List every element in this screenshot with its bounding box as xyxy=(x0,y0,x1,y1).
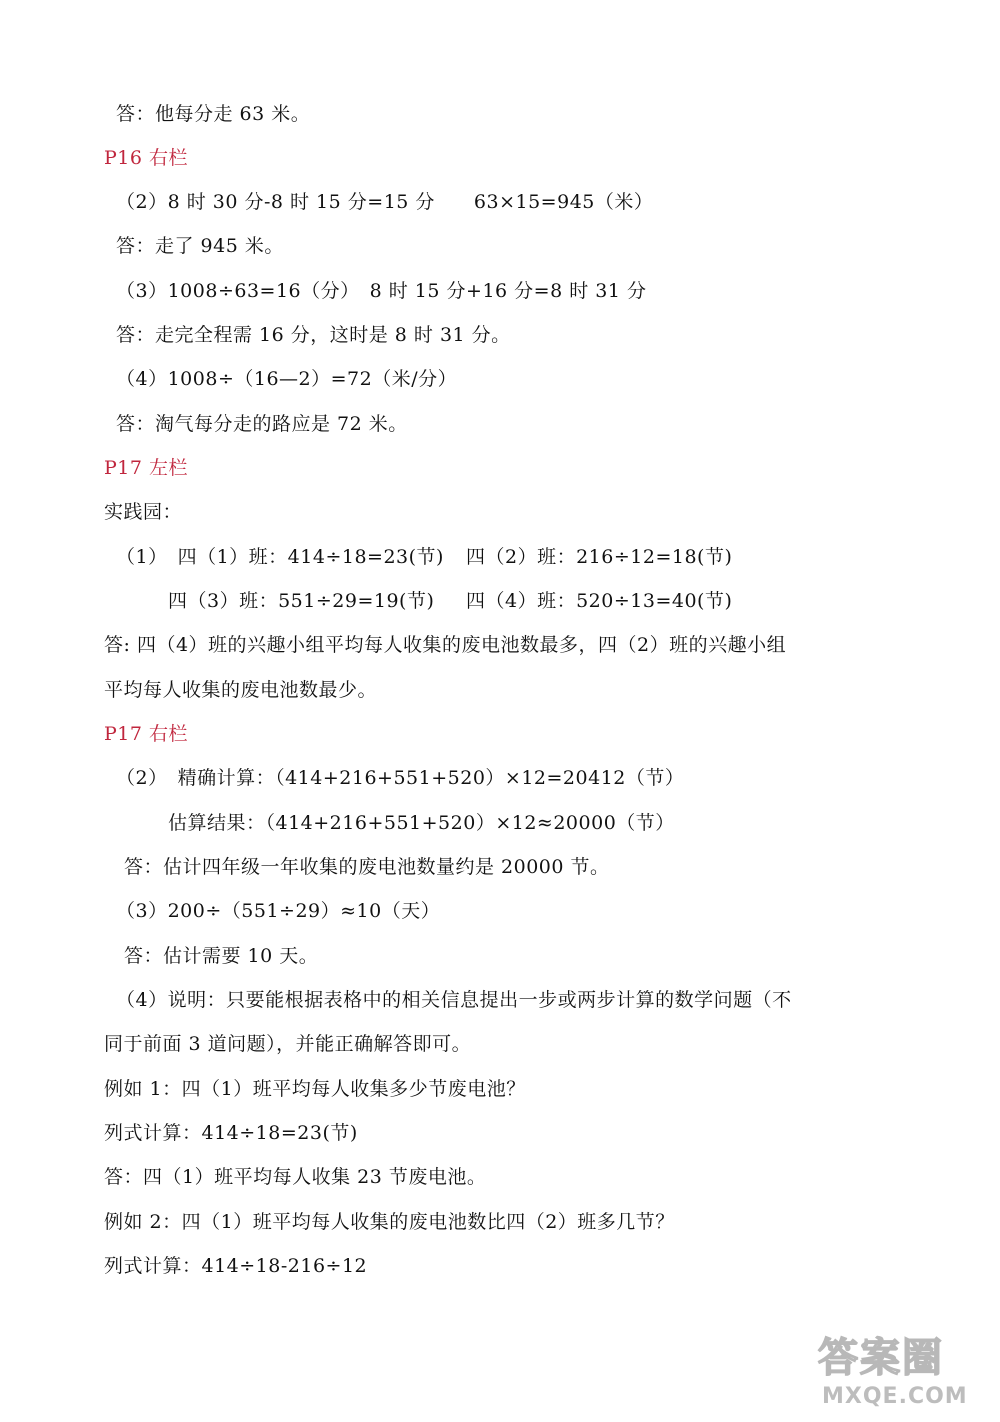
example-line: 例如 1：四（1）班平均每人收集多少节废电池？ xyxy=(104,1078,526,1100)
section-heading-p16-right: P16 右栏 xyxy=(104,147,189,169)
answer-line: 答：四（1）班平均每人收集 23 节废电池。 xyxy=(104,1166,487,1188)
solution-line: （3）200÷（551÷29）≈10（天） xyxy=(116,900,441,922)
watermark-logo: 答案圈 xyxy=(818,1335,944,1381)
solution-line: （3）1008÷63=16（分） 8 时 15 分+16 分=8 时 31 分 xyxy=(116,280,647,302)
answer-line: 答：估计需要 10 天。 xyxy=(124,945,319,967)
answer-line-continued: 平均每人收集的废电池数最少。 xyxy=(104,679,378,701)
answer-line: 答：他每分走 63 米。 xyxy=(116,103,311,125)
explanation-line: （4）说明：只要能根据表格中的相关信息提出一步或两步计算的数学问题（不 xyxy=(116,989,792,1011)
example-line: 例如 2：四（1）班平均每人收集的废电池数比四（2）班多几节？ xyxy=(104,1211,675,1233)
explanation-line-continued: 同于前面 3 道问题），并能正确解答即可。 xyxy=(104,1033,472,1055)
solution-line: 四（3）班：551÷29=19(节) xyxy=(168,590,435,612)
formula-line: 列式计算：414÷18=23(节) xyxy=(104,1122,358,1144)
solution-line: （1） 四（1）班：414÷18=23(节) xyxy=(116,546,444,568)
solution-line: （2） 精确计算：（414+216+551+520）×12=20412（节） xyxy=(116,767,685,789)
formula-line: 列式计算：414÷18-216÷12 xyxy=(104,1255,368,1277)
answer-line: 答：淘气每分走的路应是 72 米。 xyxy=(116,413,408,435)
watermark xyxy=(818,1334,978,1416)
solution-line: 四（2）班：216÷12=18(节) xyxy=(466,546,733,568)
solution-line: （2）8 时 30 分-8 时 15 分=15 分 63×15=945（米） xyxy=(116,191,654,213)
solution-line: （4）1008÷（16—2）=72（米/分） xyxy=(116,368,458,390)
solution-line: 估算结果：（414+216+551+520）×12≈20000（节） xyxy=(168,812,675,834)
answer-line: 答：估计四年级一年收集的废电池数量约是 20000 节。 xyxy=(124,856,610,878)
answer-line: 答：走完全程需 16 分，这时是 8 时 31 分。 xyxy=(116,324,511,346)
solution-line: 四（4）班：520÷13=40(节) xyxy=(466,590,733,612)
answer-line: 答：走了 945 米。 xyxy=(116,235,284,257)
section-heading-p17-left: P17 左栏 xyxy=(104,457,189,479)
practice-label: 实践园： xyxy=(104,501,183,523)
answer-line: 答: 四（4）班的兴趣小组平均每人收集的废电池数最多，四（2）班的兴趣小组 xyxy=(104,634,787,656)
watermark-url: MXQE.COM xyxy=(822,1384,968,1409)
section-heading-p17-right: P17 右栏 xyxy=(104,723,189,745)
